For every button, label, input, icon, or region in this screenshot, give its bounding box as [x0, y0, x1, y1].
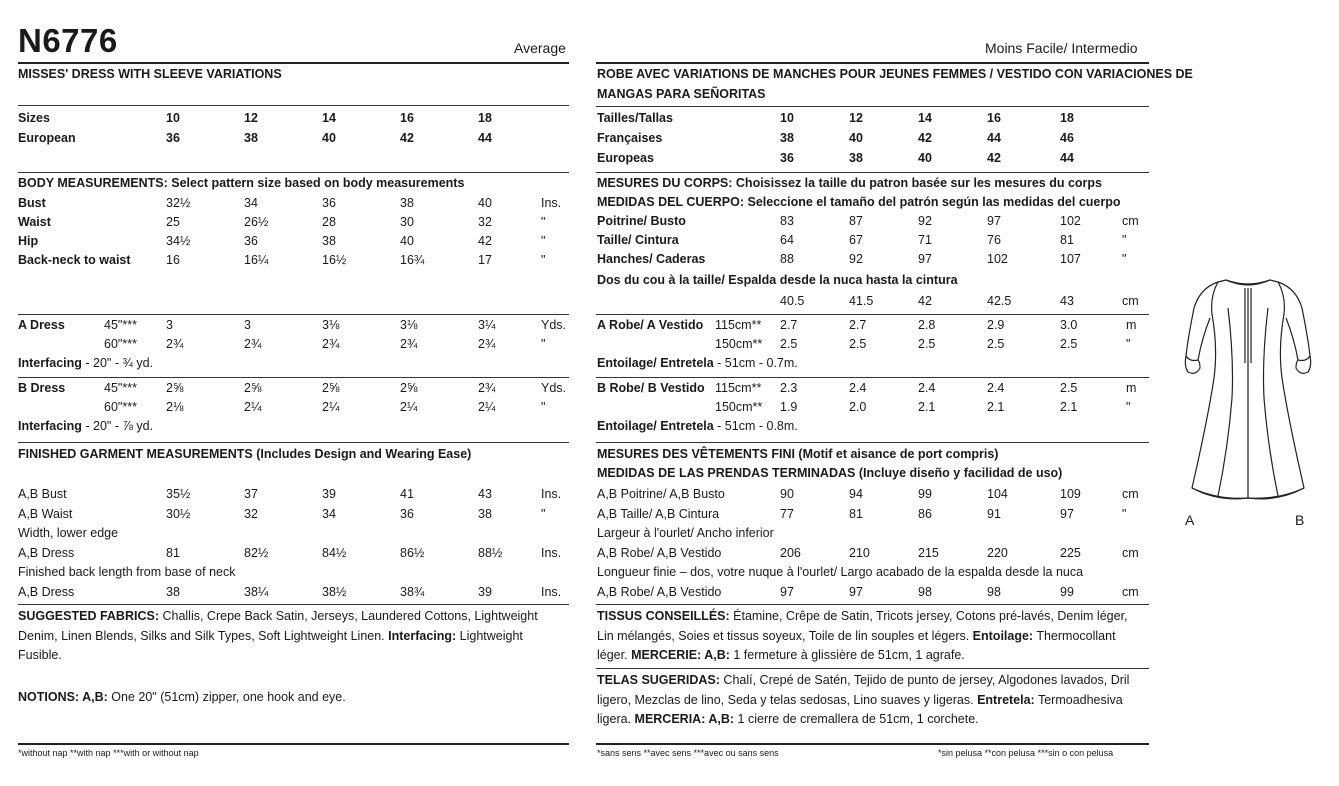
a-robe-label: A Robe/ A Vestido: [597, 318, 704, 332]
body-row-value: 17: [478, 253, 492, 267]
european-row-value: 36: [166, 131, 180, 145]
divider: [18, 377, 569, 378]
back-length-row-unit: cm: [1122, 294, 1139, 308]
body-row-fr-unit: ": [1122, 233, 1127, 247]
body-row-value: 26½: [244, 215, 269, 229]
a-dress-unit: ": [541, 337, 546, 351]
finished-row-label: Width, lower edge: [18, 526, 119, 541]
a-dress-value: 2¾: [166, 337, 184, 351]
b-dress-width: 45"***: [104, 381, 137, 395]
finished-row-value: 38¼: [244, 585, 269, 599]
finished-row-value: 43: [478, 487, 492, 501]
finished-row-fr-value: 98: [987, 585, 1001, 599]
a-robe-value: 2.5: [918, 337, 936, 351]
finished-row-fr-value: 225: [1060, 545, 1081, 560]
finished-row-fr-value: 109: [1060, 487, 1081, 501]
a-dress-value: 3: [244, 318, 251, 332]
b-dress-unit: Yds.: [541, 381, 567, 395]
body-row-fr-value: 97: [918, 252, 932, 266]
finished-row-value: 37: [244, 487, 258, 501]
b-dress-value: 2⅛: [166, 400, 184, 414]
b-dress-unit: ": [541, 400, 546, 414]
body-row-unit: ": [541, 234, 546, 248]
b-robe-width: 115cm**: [715, 381, 762, 395]
a-robe-value: 2.8: [918, 318, 936, 332]
divider: [18, 314, 569, 315]
body-row-fr-value: 102: [987, 252, 1008, 266]
europeas-row-value: 38: [849, 151, 863, 165]
body-row-value: 38: [400, 196, 414, 210]
body-row-value: 40: [478, 196, 492, 210]
body-row-value: 38: [322, 234, 336, 248]
francaises-row-value: 42: [918, 131, 932, 145]
a-robe-value: 2.5: [780, 337, 798, 351]
body-row-fr-value: 88: [780, 252, 794, 266]
finished-row-fr-label: Longueur finie – dos, votre nuque à l'ourlet/ Largo acabado de la espalda desde la nuca: [597, 565, 1084, 580]
b-dress-value: 2⅝: [244, 381, 262, 395]
body-row-label: Back-neck to waist: [18, 253, 131, 267]
sizes-row-value: 18: [478, 111, 492, 125]
a-robe-interfacing: Entoilage/ Entretela - 51cm - 0.7m.: [597, 356, 798, 370]
body-row-unit: Ins.: [541, 196, 562, 210]
a-robe-value: 2.5: [849, 337, 867, 351]
b-dress-value: 2¼: [322, 400, 340, 414]
sizes-row-value: 12: [244, 111, 258, 125]
a-robe-unit: ": [1126, 337, 1131, 351]
footnote-fr: *sans sens **avec sens ***avec ou sans sens: [597, 748, 779, 758]
finished-row-label: A,B Waist: [18, 506, 73, 521]
a-dress-width: 60"***: [104, 337, 137, 351]
divider: [596, 442, 1149, 443]
tailles-row-value: 14: [918, 111, 932, 125]
finished-row-unit: Ins.: [541, 585, 562, 599]
view-a-label: A: [1185, 512, 1195, 528]
finished-row-fr-value: 97: [780, 585, 794, 599]
body-row-fr-value: 87: [849, 214, 863, 228]
body-row-fr-value: 102: [1060, 214, 1081, 228]
body-row-fr-value: 67: [849, 233, 863, 247]
finished-row-fr-value: 206: [780, 545, 801, 560]
a-robe-value: 2.5: [1060, 337, 1078, 351]
sizes-row-label: Sizes: [18, 111, 50, 125]
a-robe-width: 115cm**: [715, 318, 762, 332]
body-row-label: Bust: [18, 196, 46, 210]
body-row-unit: ": [541, 253, 546, 267]
finished-row-value: 38: [166, 585, 180, 599]
b-robe-unit: m: [1126, 381, 1137, 395]
body-row-value: 16½: [322, 253, 347, 267]
b-robe-value: 2.0: [849, 400, 867, 414]
body-row-fr-value: 92: [849, 252, 863, 266]
body-row-label: Hip: [18, 234, 39, 248]
finished-row-unit: Ins.: [541, 545, 562, 560]
telas-line: ligera. MERCERIA: A,B: 1 cierre de cremallera de 51cm, 1 corchete.: [597, 712, 979, 726]
suggested-fabrics-line: Fusible.: [18, 648, 62, 662]
back-length-row-value: 41.5: [849, 294, 874, 308]
a-dress-value: 3⅛: [400, 318, 418, 332]
finished-row-fr-value: 77: [780, 506, 794, 521]
body-row-value: 32½: [166, 196, 191, 210]
francaises-row-value: 44: [987, 131, 1001, 145]
body-row-value: 16: [166, 253, 180, 267]
a-dress-value: 3¼: [478, 318, 496, 332]
b-robe-value: 2.5: [1060, 381, 1078, 395]
finished-row-value: 35½: [166, 487, 191, 501]
footnote-es: *sin pelusa **con pelusa ***sin o con pelusa: [938, 748, 1114, 758]
finished-measurements-header: FINISHED GARMENT MEASUREMENTS (Includes Design and Wearing Ease): [18, 447, 472, 461]
sizes-row-value: 14: [322, 111, 336, 125]
divider: [596, 743, 1149, 745]
body-row-value: 16¾: [400, 253, 425, 267]
body-row-value: 36: [244, 234, 258, 248]
tissus-line: Lin mélangés, Soies et tissus soyeux, Toile de lin souples et légers. Entoilage: Thermocollant: [597, 628, 1116, 643]
a-dress-interfacing: Interfacing - 20" - ¾ yd.: [18, 356, 154, 370]
title-en: MISSES' DRESS WITH SLEEVE VARIATIONS: [18, 67, 282, 81]
finished-row-value: 38½: [322, 585, 347, 599]
body-row-fr-value: 83: [780, 214, 794, 228]
back-length-label: Dos du cou à la taille/ Espalda desde la nuca hasta la cintura: [597, 273, 958, 287]
finished-row-fr-value: 90: [780, 487, 794, 501]
body-row-unit: ": [541, 215, 546, 229]
body-row-fr-value: 92: [918, 214, 932, 228]
body-row-value: 16¼: [244, 253, 269, 267]
divider: [18, 442, 569, 443]
body-row-fr-label: Poitrine/ Busto: [597, 214, 686, 228]
finished-row-fr-unit: cm: [1122, 585, 1139, 599]
divider: [18, 604, 569, 605]
sizes-row-value: 16: [400, 111, 414, 125]
b-dress-value: 2⅝: [322, 381, 340, 395]
european-row-value: 38: [244, 131, 258, 145]
difficulty-en: Average: [514, 40, 566, 56]
dress-back-view-illustration: [1178, 268, 1318, 518]
b-dress-width: 60"***: [104, 400, 137, 414]
divider: [18, 172, 569, 173]
a-dress-value: 2¾: [400, 337, 418, 351]
b-dress-value: 2¼: [244, 400, 262, 414]
finished-row-fr-value: 215: [918, 545, 939, 560]
b-dress-value: 2⅝: [166, 381, 184, 395]
finished-row-fr-label: A,B Robe/ A,B Vestido: [597, 585, 722, 599]
body-row-fr-unit: ": [1122, 252, 1127, 266]
body-measurements-header-fr: MESURES DU CORPS: Choisissez la taille du patron basée sur les mesures du corps: [597, 176, 1103, 190]
back-length-row-value: 43: [1060, 294, 1074, 308]
finished-row-fr-value: 99: [1060, 585, 1074, 599]
body-row-fr-value: 107: [1060, 252, 1081, 266]
european-row-value: 42: [400, 131, 414, 145]
b-robe-value: 1.9: [780, 400, 798, 414]
francaises-row-value: 46: [1060, 131, 1074, 145]
body-measurements-header-es: MEDIDAS DEL CUERPO: Seleccione el tamaño del patrón según las medidas del cuerpo: [597, 195, 1121, 209]
body-measurements-header: BODY MEASUREMENTS: Select pattern size based on body measurements: [18, 176, 465, 190]
europeas-row-value: 44: [1060, 151, 1074, 165]
b-robe-value: 2.1: [987, 400, 1005, 414]
european-row-label: European: [18, 131, 76, 145]
body-row-fr-value: 64: [780, 233, 794, 247]
finished-row-value: 30½: [166, 506, 191, 521]
finished-row-value: 36: [400, 506, 414, 521]
b-robe-value: 2.1: [1060, 400, 1078, 414]
sizes-row-value: 10: [166, 111, 180, 125]
finished-row-value: 39: [478, 585, 492, 599]
a-robe-value: 3.0: [1060, 318, 1078, 332]
footnote-en: *without nap **with nap ***with or without nap: [18, 748, 199, 758]
a-dress-value: 2¾: [244, 337, 262, 351]
body-row-fr-label: Taille/ Cintura: [597, 233, 679, 247]
finished-row-value: 84½: [322, 545, 347, 560]
title-fr-line2: MANGAS PARA SEÑORITAS: [597, 87, 766, 101]
tailles-row-value: 12: [849, 111, 863, 125]
finished-row-value: 86½: [400, 545, 425, 560]
europeas-row-value: 36: [780, 151, 794, 165]
finished-row-unit: ": [541, 506, 546, 521]
telas-line: ligero, Mezclas de lino, Seda y telas sedosas, Lino suaves y ligeras. Entretela: Termoadhesiva: [597, 692, 1123, 707]
european-row-value: 44: [478, 131, 492, 145]
finished-row-value: 38¾: [400, 585, 425, 599]
finished-row-fr-value: 220: [987, 545, 1008, 560]
body-row-fr-value: 71: [918, 233, 932, 247]
finished-row-value: 38: [478, 506, 492, 521]
finished-row-fr-unit: cm: [1122, 487, 1139, 501]
finished-row-fr-value: 86: [918, 506, 932, 521]
finished-row-label: A,B Dress: [18, 545, 75, 560]
b-robe-value: 2.4: [918, 381, 936, 395]
b-robe-interfacing: Entoilage/ Entretela - 51cm - 0.8m.: [597, 419, 798, 433]
a-robe-width: 150cm**: [715, 337, 763, 351]
view-b-label: B: [1295, 512, 1305, 528]
b-dress-value: 2¼: [400, 400, 418, 414]
divider: [596, 377, 1149, 378]
francaises-row-label: Françaises: [597, 131, 663, 145]
telas-line: TELAS SUGERIDAS: Chalí, Crepé de Satén, Tejido de punto de jersey, Algodones lavados, Dril: [597, 673, 1130, 687]
b-dress-value: 2¼: [478, 400, 496, 414]
title-fr-line1: ROBE AVEC VARIATIONS DE MANCHES POUR JEUNES FEMMES / VESTIDO CON VARIACIONES DE: [597, 67, 1193, 81]
a-dress-value: 2¾: [322, 337, 340, 351]
b-robe-value: 2.1: [918, 400, 936, 414]
finished-row-fr-value: 91: [987, 506, 1001, 521]
finished-row-fr-unit: ": [1122, 506, 1127, 521]
divider: [596, 172, 1149, 173]
finished-row-fr-value: 94: [849, 487, 863, 501]
a-dress-value: 3: [166, 318, 173, 332]
body-row-value: 34½: [166, 234, 191, 248]
europeas-row-value: 40: [918, 151, 932, 165]
finished-row-fr-unit: cm: [1122, 545, 1139, 560]
a-robe-value: 2.9: [987, 318, 1005, 332]
suggested-fabrics-line: SUGGESTED FABRICS: Challis, Crepe Back Satin, Jerseys, Laundered Cottons, Lightweight: [18, 609, 538, 623]
body-row-value: 34: [244, 196, 258, 210]
tailles-row-value: 18: [1060, 111, 1074, 125]
divider: [596, 604, 1149, 605]
difficulty-fr-es: Moins Facile/ Intermedio: [985, 40, 1138, 56]
body-row-fr-value: 81: [1060, 233, 1074, 247]
pattern-code: N6776: [18, 22, 118, 59]
finished-header-es: MEDIDAS DE LAS PRENDAS TERMINADAS (Incluye diseño y facilidad de uso): [597, 466, 1063, 480]
back-length-row-value: 42.5: [987, 294, 1012, 308]
tissus-line: TISSUS CONSEILLÉS: Étamine, Crêpe de Satin, Tricots jersey, Cotons pré-lavés, Denim léger,: [597, 609, 1128, 623]
back-length-row-value: 42: [918, 294, 932, 308]
a-dress-label: A Dress: [18, 318, 65, 332]
tissus-line: léger. MERCERIE: A,B: 1 fermeture à glissière de 51cm, 1 agrafe.: [597, 648, 965, 662]
francaises-row-value: 40: [849, 131, 863, 145]
body-row-value: 36: [322, 196, 336, 210]
divider: [596, 314, 1149, 315]
finished-row-value: 39: [322, 487, 336, 501]
a-dress-width: 45"***: [104, 318, 137, 332]
finished-row-unit: Ins.: [541, 487, 562, 501]
finished-row-fr-value: 104: [987, 487, 1008, 501]
a-robe-unit: m: [1126, 318, 1137, 332]
b-robe-value: 2.3: [780, 381, 798, 395]
europeas-row-label: Europeas: [597, 151, 654, 165]
a-dress-unit: Yds.: [541, 318, 567, 332]
b-robe-value: 2.4: [987, 381, 1005, 395]
finished-row-value: 82½: [244, 545, 269, 560]
finished-row-fr-value: 97: [849, 585, 863, 599]
finished-row-fr-label: A,B Taille/ A,B Cintura: [597, 506, 720, 521]
back-length-row-value: 40.5: [780, 294, 805, 308]
finished-row-fr-label: A,B Robe/ A,B Vestido: [597, 545, 722, 560]
tailles-row-value: 10: [780, 111, 794, 125]
body-row-fr-unit: cm: [1122, 214, 1139, 228]
body-row-value: 42: [478, 234, 492, 248]
body-row-fr-value: 76: [987, 233, 1001, 247]
b-dress-value: 2¾: [478, 381, 496, 395]
b-robe-width: 150cm**: [715, 400, 763, 414]
tailles-row-label: Tailles/Tallas: [597, 111, 673, 125]
b-robe-label: B Robe/ B Vestido: [597, 381, 705, 395]
divider: [596, 668, 1149, 669]
finished-row-fr-value: 210: [849, 545, 870, 560]
notions-line: NOTIONS: A,B: One 20" (51cm) zipper, one hook and eye.: [18, 690, 346, 704]
finished-row-label: A,B Bust: [18, 487, 67, 501]
body-row-value: 40: [400, 234, 414, 248]
b-robe-value: 2.4: [849, 381, 867, 395]
european-row-value: 40: [322, 131, 336, 145]
finished-row-fr-value: 99: [918, 487, 932, 501]
body-row-fr-value: 97: [987, 214, 1001, 228]
b-dress-interfacing: Interfacing - 20" - ⅞ yd.: [18, 419, 154, 433]
b-dress-value: 2⅝: [400, 381, 418, 395]
finished-row-value: 88½: [478, 545, 503, 560]
finished-header-fr: MESURES DES VÊTEMENTS FINI (Motif et aisance de port compris): [597, 447, 999, 461]
b-robe-unit: ": [1126, 400, 1131, 414]
finished-row-value: 32: [244, 506, 258, 521]
finished-row-value: 34: [322, 506, 336, 521]
finished-row-label: A,B Dress: [18, 585, 75, 599]
finished-row-fr-value: 97: [1060, 506, 1074, 521]
body-row-value: 30: [400, 215, 414, 229]
finished-row-label: Finished back length from base of neck: [18, 565, 236, 580]
finished-row-fr-label: Largeur à l'ourlet/ Ancho inferior: [597, 526, 774, 541]
tailles-row-value: 16: [987, 111, 1001, 125]
suggested-fabrics-line: Denim, Linen Blends, Silks and Silk Types, Soft Lightweight Linen. Interfacing: Lightweight: [18, 628, 523, 643]
divider: [18, 743, 569, 745]
a-robe-value: 2.7: [780, 318, 798, 332]
a-robe-value: 2.7: [849, 318, 867, 332]
body-row-label: Waist: [18, 215, 51, 229]
europeas-row-value: 42: [987, 151, 1001, 165]
finished-row-fr-value: 98: [918, 585, 932, 599]
finished-row-value: 41: [400, 487, 414, 501]
francaises-row-value: 38: [780, 131, 794, 145]
finished-row-fr-value: 81: [849, 506, 863, 521]
finished-row-fr-label: A,B Poitrine/ A,B Busto: [597, 487, 725, 501]
b-dress-label: B Dress: [18, 381, 66, 395]
a-dress-value: 2¾: [478, 337, 496, 351]
body-row-value: 25: [166, 215, 180, 229]
body-row-value: 32: [478, 215, 492, 229]
body-row-fr-label: Hanches/ Caderas: [597, 252, 706, 266]
finished-row-value: 81: [166, 545, 180, 560]
a-dress-value: 3⅛: [322, 318, 340, 332]
a-robe-value: 2.5: [987, 337, 1005, 351]
body-row-value: 28: [322, 215, 336, 229]
